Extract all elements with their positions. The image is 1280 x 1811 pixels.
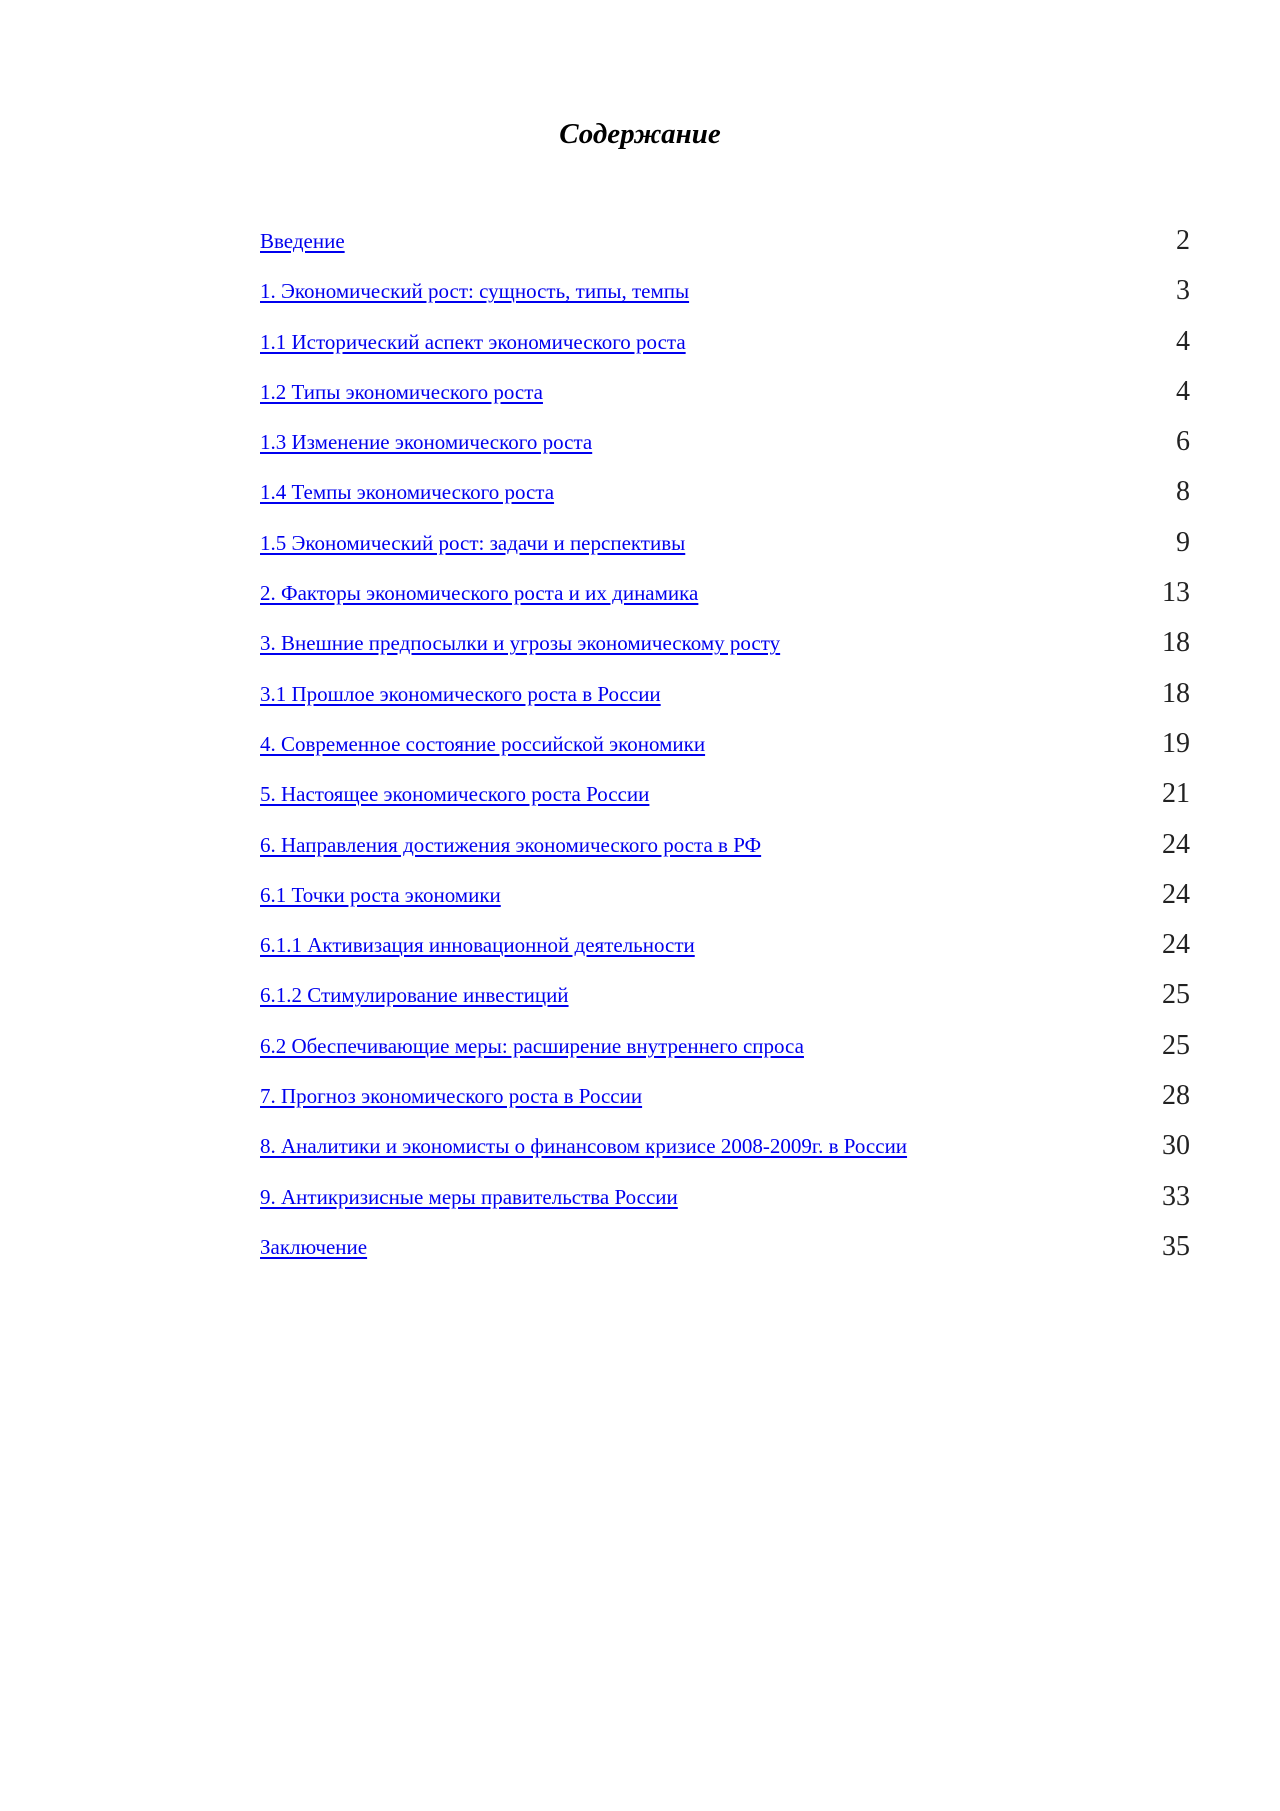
toc-entry xyxy=(260,1080,1190,1130)
toc-entry xyxy=(260,879,1190,929)
toc-entry-page-number: 3 xyxy=(1176,275,1190,307)
toc-entry-link[interactable]: 8. Аналитики и экономисты о финансовом кризисе 2008-2009г. в России xyxy=(260,1134,908,1159)
toc-entry xyxy=(260,275,1190,325)
toc-entry-link[interactable]: 1. Экономический рост: сущность, типы, темпы xyxy=(260,279,690,304)
toc-entry xyxy=(260,1181,1190,1231)
toc-entry-link[interactable]: 1.1 Исторический аспект экономического роста xyxy=(260,329,686,354)
toc-entry-page-number: 33 xyxy=(1162,1180,1190,1212)
toc-entry xyxy=(260,1030,1190,1080)
toc-entry xyxy=(260,1130,1190,1180)
toc-entry-link[interactable]: 6.1.2 Стимулирование инвестиций xyxy=(260,983,569,1008)
toc-entry-page-number: 35 xyxy=(1162,1230,1190,1262)
toc-entry-page-number: 18 xyxy=(1162,677,1190,709)
toc-entry-link[interactable]: 6.1.1 Активизация инновационной деятельности xyxy=(260,933,695,958)
toc-entry-page-number: 19 xyxy=(1162,727,1190,759)
toc-entry-link[interactable]: 3. Внешние предпосылки и угрозы экономическому росту xyxy=(260,631,781,656)
toc-entry-link[interactable]: Заключение xyxy=(260,1234,368,1259)
toc-entry-link[interactable]: 1.5 Экономический рост: задачи и перспективы xyxy=(260,530,686,555)
toc-entry-link[interactable]: 4. Современное состояние российской экономики xyxy=(260,731,706,756)
toc-entry-page-number: 4 xyxy=(1176,325,1190,357)
toc-entry-page-number: 9 xyxy=(1176,526,1190,558)
toc-entry-page-number: 24 xyxy=(1162,828,1190,860)
toc-entry-page-number: 25 xyxy=(1162,1029,1190,1061)
toc-entry xyxy=(260,476,1190,526)
toc-entry xyxy=(260,979,1190,1029)
toc-entry xyxy=(260,577,1190,627)
toc-entry-link[interactable]: 1.4 Темпы экономического роста xyxy=(260,480,555,505)
toc-entry-link[interactable]: 3.1 Прошлое экономического роста в России xyxy=(260,681,661,706)
toc-entry-page-number: 25 xyxy=(1162,979,1190,1011)
toc-entry-link[interactable]: 1.3 Изменение экономического роста xyxy=(260,430,593,455)
toc-entry-link[interactable]: 1.2 Типы экономического роста xyxy=(260,379,543,404)
toc-entry-page-number: 24 xyxy=(1162,878,1190,910)
toc-entry xyxy=(260,627,1190,677)
toc-entry-link[interactable]: 6. Направления достижения экономического роста в РФ xyxy=(260,832,762,857)
toc-entry-link[interactable]: Введение xyxy=(260,229,345,253)
toc-entry-page-number: 4 xyxy=(1176,375,1190,407)
toc-entry-link[interactable]: 5. Настоящее экономического роста России xyxy=(260,782,650,807)
toc-entry-page-number: 8 xyxy=(1176,476,1190,508)
toc-entry xyxy=(260,929,1190,979)
toc-entry xyxy=(260,225,1190,275)
toc-entry xyxy=(260,426,1190,476)
table-of-contents xyxy=(260,225,1190,1281)
toc-entry-page-number: 13 xyxy=(1162,577,1190,609)
toc-entry xyxy=(260,728,1190,778)
toc-entry-link[interactable]: 2. Факторы экономического роста и их динамика xyxy=(260,581,699,606)
toc-entry-link[interactable]: 7. Прогноз экономического роста в России xyxy=(260,1084,643,1109)
toc-entry xyxy=(260,829,1190,879)
toc-entry-page-number: 21 xyxy=(1162,778,1190,810)
toc-entry-page-number: 18 xyxy=(1162,627,1190,659)
toc-entry-link[interactable]: 6.2 Обеспечивающие меры: расширение внутреннего спроса xyxy=(260,1033,804,1058)
toc-entry xyxy=(260,678,1190,728)
toc-entry-page-number: 2 xyxy=(1176,225,1190,256)
toc-entry xyxy=(260,326,1190,376)
page-title: Содержание xyxy=(559,118,721,150)
toc-entry-page-number: 24 xyxy=(1162,929,1190,961)
toc-entry xyxy=(260,376,1190,426)
toc-entry xyxy=(260,527,1190,577)
toc-entry-page-number: 30 xyxy=(1162,1130,1190,1162)
toc-entry-page-number: 6 xyxy=(1176,426,1190,458)
toc-entry-link[interactable]: 6.1 Точки роста экономики xyxy=(260,882,501,907)
toc-entry-link[interactable]: 9. Антикризисные меры правительства России xyxy=(260,1184,678,1209)
toc-entry-page-number: 28 xyxy=(1162,1080,1190,1112)
toc-entry xyxy=(260,1231,1190,1281)
toc-entry xyxy=(260,778,1190,828)
